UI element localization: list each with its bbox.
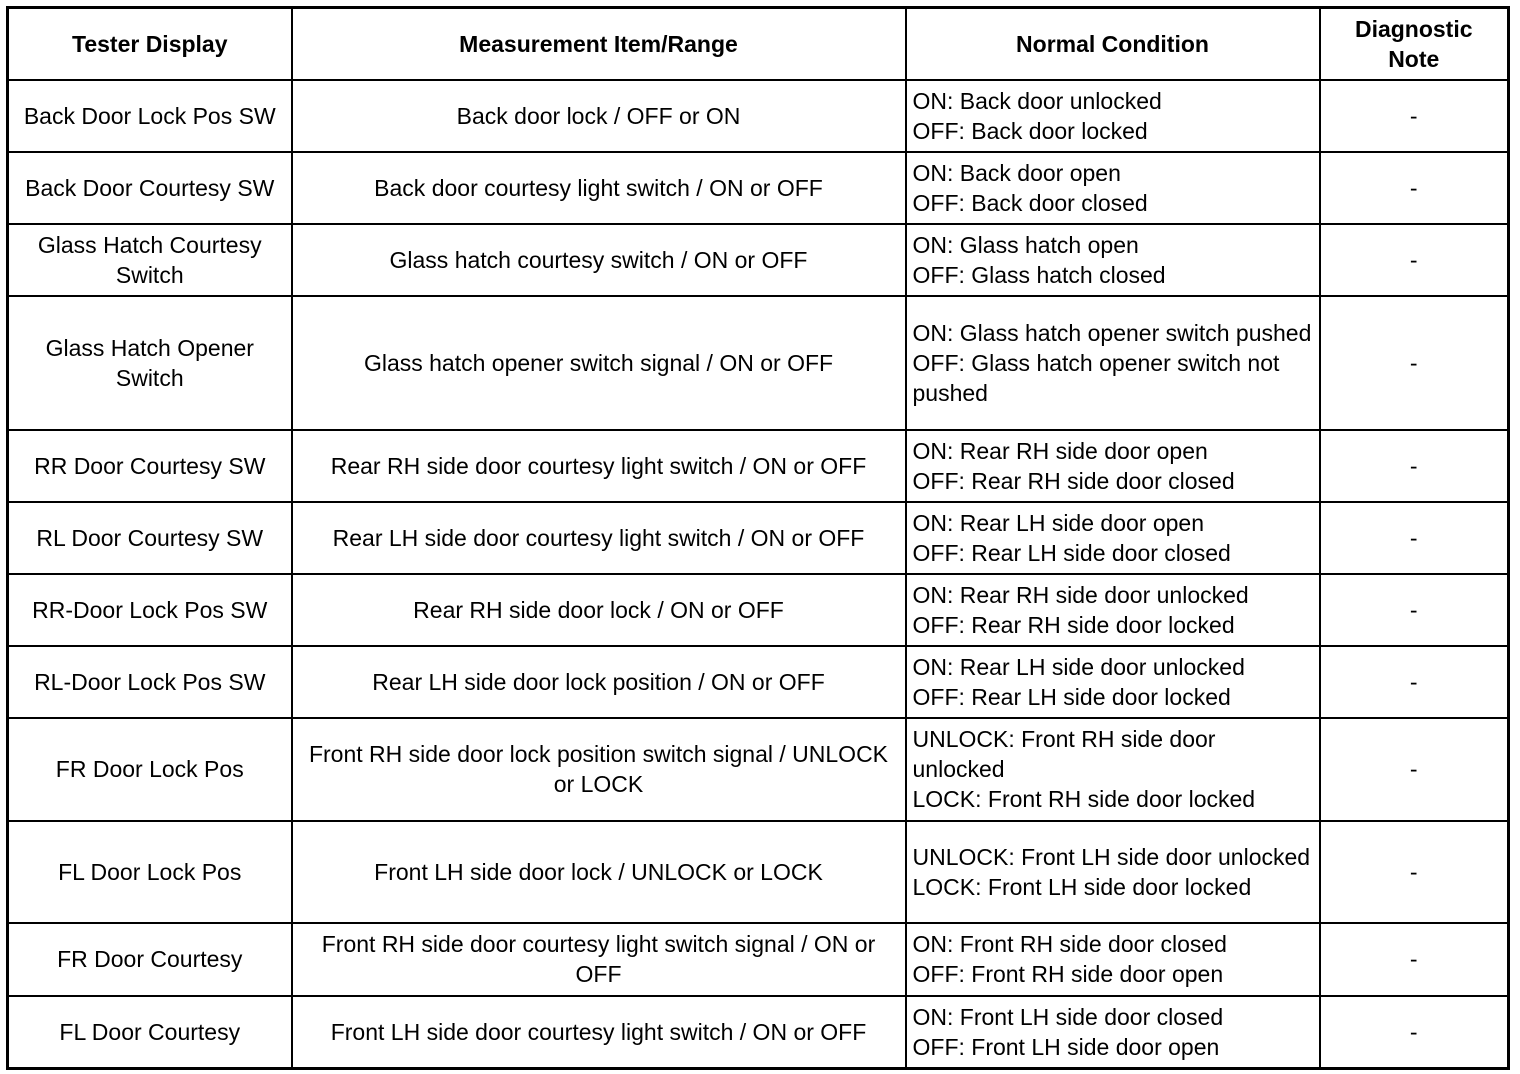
measurement-cell: Back door courtesy light switch / ON or OFF	[292, 152, 906, 224]
table-row	[8, 718, 1509, 821]
diagnostic-note-cell: -	[1320, 718, 1509, 821]
table-header	[8, 8, 1509, 80]
tester-data-table	[6, 6, 1510, 1070]
measurement-cell: Rear RH side door courtesy light switch / ON or OFF	[292, 430, 906, 502]
tester-display-cell: Back Door Courtesy SW	[8, 152, 292, 224]
tester-display-cell: FL Door Lock Pos	[8, 821, 292, 923]
diagnostic-note-cell: -	[1320, 923, 1509, 996]
diagnostic-note-cell: -	[1320, 80, 1509, 152]
table-row	[8, 502, 1509, 574]
normal-condition-cell: UNLOCK: Front RH side door unlocked LOCK: Front RH side door locked	[906, 718, 1320, 821]
header-measurement: Measurement Item/Range	[292, 8, 906, 80]
measurement-cell: Front LH side door lock / UNLOCK or LOCK	[292, 821, 906, 923]
diagnostic-note-cell: -	[1320, 430, 1509, 502]
table-row	[8, 923, 1509, 996]
table-row	[8, 821, 1509, 923]
tester-display-cell: RR-Door Lock Pos SW	[8, 574, 292, 646]
normal-condition-cell: UNLOCK: Front LH side door unlocked LOCK: Front LH side door locked	[906, 821, 1320, 923]
header-tester-display: Tester Display	[8, 8, 292, 80]
table-row	[8, 996, 1509, 1069]
normal-condition-cell: ON: Front LH side door closed OFF: Front LH side door open	[906, 996, 1320, 1069]
diagnostic-note-cell: -	[1320, 821, 1509, 923]
tester-display-cell: RR Door Courtesy SW	[8, 430, 292, 502]
tester-display-cell: RL-Door Lock Pos SW	[8, 646, 292, 718]
tester-display-cell: Glass Hatch Courtesy Switch	[8, 224, 292, 296]
measurement-cell: Back door lock / OFF or ON	[292, 80, 906, 152]
diagnostic-note-cell: -	[1320, 296, 1509, 430]
table-row	[8, 296, 1509, 430]
header-normal-condition: Normal Condition	[906, 8, 1320, 80]
diagnostic-note-cell: -	[1320, 502, 1509, 574]
normal-condition-cell: ON: Rear RH side door unlocked OFF: Rear RH side door locked	[906, 574, 1320, 646]
header-row	[8, 8, 1509, 80]
normal-condition-cell: ON: Rear LH side door open OFF: Rear LH side door closed	[906, 502, 1320, 574]
tester-display-cell: FR Door Courtesy	[8, 923, 292, 996]
table-row	[8, 574, 1509, 646]
table-row	[8, 224, 1509, 296]
measurement-cell: Front LH side door courtesy light switch / ON or OFF	[292, 996, 906, 1069]
normal-condition-cell: ON: Glass hatch open OFF: Glass hatch closed	[906, 224, 1320, 296]
header-diagnostic-note: Diagnostic Note	[1320, 8, 1509, 80]
tester-display-cell: Glass Hatch Opener Switch	[8, 296, 292, 430]
normal-condition-cell: ON: Rear RH side door open OFF: Rear RH side door closed	[906, 430, 1320, 502]
diagnostic-note-cell: -	[1320, 152, 1509, 224]
tester-display-cell: FR Door Lock Pos	[8, 718, 292, 821]
diagnostic-note-cell: -	[1320, 574, 1509, 646]
normal-condition-cell: ON: Front RH side door closed OFF: Front RH side door open	[906, 923, 1320, 996]
measurement-cell: Front RH side door lock position switch signal / UNLOCK or LOCK	[292, 718, 906, 821]
normal-condition-cell: ON: Back door unlocked OFF: Back door locked	[906, 80, 1320, 152]
table-body	[8, 80, 1509, 1069]
normal-condition-cell: ON: Back door open OFF: Back door closed	[906, 152, 1320, 224]
table-row	[8, 430, 1509, 502]
tester-display-cell: RL Door Courtesy SW	[8, 502, 292, 574]
tester-display-cell: FL Door Courtesy	[8, 996, 292, 1069]
table-row	[8, 646, 1509, 718]
table-row	[8, 152, 1509, 224]
measurement-cell: Glass hatch courtesy switch / ON or OFF	[292, 224, 906, 296]
measurement-cell: Rear RH side door lock / ON or OFF	[292, 574, 906, 646]
measurement-cell: Rear LH side door lock position / ON or OFF	[292, 646, 906, 718]
diagnostic-note-cell: -	[1320, 646, 1509, 718]
measurement-cell: Front RH side door courtesy light switch signal / ON or OFF	[292, 923, 906, 996]
diagnostic-note-cell: -	[1320, 996, 1509, 1069]
measurement-cell: Rear LH side door courtesy light switch / ON or OFF	[292, 502, 906, 574]
measurement-cell: Glass hatch opener switch signal / ON or OFF	[292, 296, 906, 430]
table-row	[8, 80, 1509, 152]
normal-condition-cell: ON: Glass hatch opener switch pushed OFF: Glass hatch opener switch not pushed	[906, 296, 1320, 430]
normal-condition-cell: ON: Rear LH side door unlocked OFF: Rear LH side door locked	[906, 646, 1320, 718]
diagnostic-note-cell: -	[1320, 224, 1509, 296]
tester-display-cell: Back Door Lock Pos SW	[8, 80, 292, 152]
